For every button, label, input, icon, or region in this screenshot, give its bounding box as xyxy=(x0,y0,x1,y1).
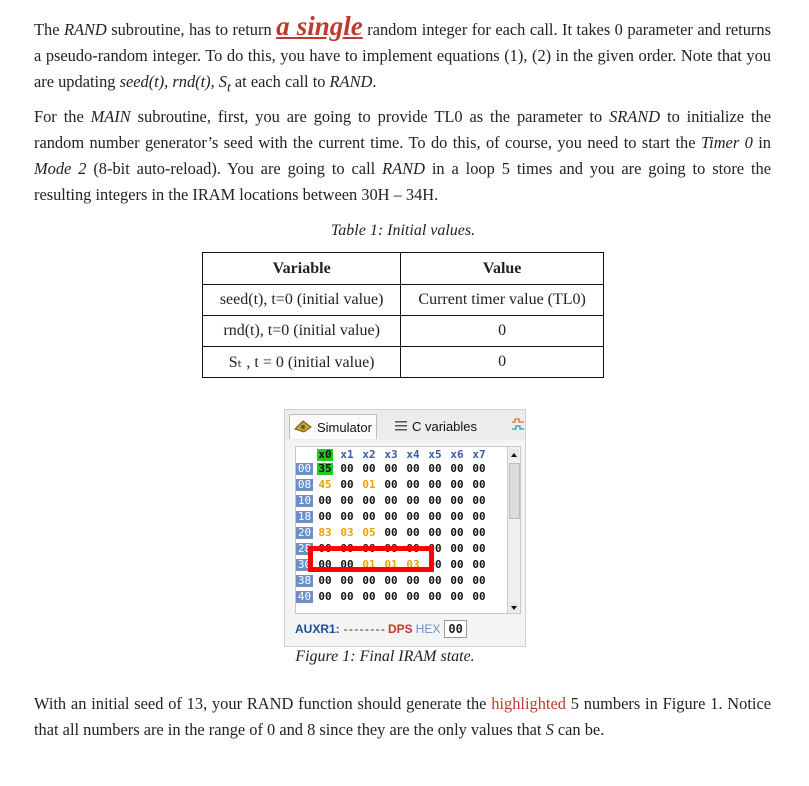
memory-cell[interactable]: 00 xyxy=(340,558,354,571)
header-variable: Variable xyxy=(203,253,401,285)
memory-cell[interactable]: 00 xyxy=(428,542,442,555)
text-run: . xyxy=(372,72,377,91)
memory-cell[interactable]: 00 xyxy=(406,590,420,603)
rand-name: RAND xyxy=(382,159,425,178)
memory-row xyxy=(296,479,506,491)
simulator-icon xyxy=(294,419,312,436)
memory-cell[interactable]: 05 xyxy=(362,526,376,539)
memory-cell[interactable]: 00 xyxy=(362,574,376,587)
table-row xyxy=(203,347,604,378)
highlighted-word: highlighted xyxy=(491,694,566,713)
memory-cell[interactable]: 00 xyxy=(318,494,332,507)
auxr1-label: AUXR1: xyxy=(295,622,340,636)
memory-row xyxy=(296,591,506,603)
memory-cell[interactable]: 00 xyxy=(318,590,332,603)
memory-cell[interactable]: 00 xyxy=(428,510,442,523)
closing-paragraph xyxy=(34,691,771,743)
column-header: x6 xyxy=(450,448,464,461)
main-subroutine-paragraph xyxy=(34,104,771,208)
memory-cell[interactable]: 00 xyxy=(384,462,398,475)
row-address: 28 xyxy=(297,542,312,555)
column-header-row xyxy=(296,449,506,461)
waveform-icon xyxy=(511,418,525,435)
memory-row xyxy=(296,575,506,587)
simulator-panel xyxy=(284,409,526,647)
memory-cell[interactable]: 00 xyxy=(428,574,442,587)
memory-cell[interactable]: 00 xyxy=(406,478,420,491)
memory-cell[interactable]: 00 xyxy=(384,526,398,539)
memory-cell[interactable]: 00 xyxy=(472,558,486,571)
memory-cell[interactable]: 03 xyxy=(340,526,354,539)
tab-bar xyxy=(285,410,525,440)
memory-cell[interactable]: 00 xyxy=(450,462,464,475)
row-address: 08 xyxy=(297,478,312,491)
memory-cell[interactable]: 00 xyxy=(340,462,354,475)
text-run: random integer for each call. It takes 0 parameter and returns a pseudo-random integer. To do this, you have to implement equations (1), (2) in the given order. Note that you are updating xyxy=(34,20,771,91)
list-icon xyxy=(395,419,407,434)
vertical-scrollbar[interactable] xyxy=(507,447,520,613)
table-cell: rnd(t), t=0 (initial value) xyxy=(203,316,401,347)
table-header-row xyxy=(203,253,604,285)
memory-cell[interactable]: 45 xyxy=(318,478,332,491)
memory-cell[interactable]: 00 xyxy=(428,526,442,539)
rand-name: RAND xyxy=(63,20,107,39)
scroll-down-button[interactable] xyxy=(509,602,519,611)
intro-paragraph-rand xyxy=(34,11,771,100)
memory-row xyxy=(296,527,506,539)
memory-cell[interactable]: 00 xyxy=(428,462,442,475)
memory-cell[interactable]: 00 xyxy=(450,494,464,507)
row-address: 00 xyxy=(297,462,312,475)
memory-cell[interactable]: 00 xyxy=(318,510,332,523)
memory-cell[interactable]: 00 xyxy=(318,542,332,555)
row-address: 10 xyxy=(297,494,312,507)
memory-cell[interactable]: 00 xyxy=(450,558,464,571)
text-run: For the xyxy=(34,107,91,126)
table-row xyxy=(203,285,604,316)
text-run: to initialize the random number generator’s seed with the current time. To do this, of course, you need to start the xyxy=(34,107,771,152)
srand-name: SRAND xyxy=(609,107,661,126)
memory-cell[interactable]: 00 xyxy=(450,510,464,523)
memory-cell[interactable]: 83 xyxy=(318,526,332,539)
auxr1-bits: - - - - - - - - xyxy=(343,622,384,636)
timer-name: Timer 0 xyxy=(700,133,753,152)
memory-cell[interactable]: 00 xyxy=(406,494,420,507)
header-value: Value xyxy=(401,253,604,285)
column-header: x5 xyxy=(428,448,442,461)
table-cell: 0 xyxy=(401,347,604,378)
memory-cell[interactable]: 00 xyxy=(384,574,398,587)
memory-row xyxy=(296,511,506,523)
memory-cell[interactable]: 00 xyxy=(384,590,398,603)
row-address: 30 xyxy=(297,558,312,571)
vars-subscript: t xyxy=(227,79,231,95)
status-bar xyxy=(285,614,525,644)
row-address: 18 xyxy=(297,510,312,523)
text-run: can be. xyxy=(553,720,605,739)
memory-cell[interactable]: 00 xyxy=(406,510,420,523)
table-cell: seed(t), t=0 (initial value) xyxy=(203,285,401,316)
row-address: 38 xyxy=(297,574,312,587)
memory-cell[interactable]: 00 xyxy=(450,526,464,539)
memory-cell[interactable]: 00 xyxy=(406,542,420,555)
memory-cell[interactable]: 01 xyxy=(362,558,376,571)
column-header: x1 xyxy=(340,448,354,461)
memory-cell[interactable]: 00 xyxy=(340,542,354,555)
column-header: x0 xyxy=(318,448,332,461)
memory-cell[interactable]: 00 xyxy=(472,494,486,507)
scroll-up-button[interactable] xyxy=(509,449,519,458)
tab-label: C variables xyxy=(412,418,478,434)
text-run: in xyxy=(752,133,771,152)
memory-cell[interactable]: 00 xyxy=(450,542,464,555)
initial-values-table xyxy=(202,252,604,378)
memory-cell[interactable]: 03 xyxy=(406,558,420,571)
table-cell: 0 xyxy=(401,316,604,347)
main-name: MAIN xyxy=(90,107,131,126)
tab-label: Simulator xyxy=(317,419,372,435)
highlight-box xyxy=(308,546,434,572)
memory-cell[interactable]: 00 xyxy=(450,590,464,603)
memory-cell[interactable]: 00 xyxy=(428,478,442,491)
memory-cell[interactable]: 00 xyxy=(428,558,442,571)
memory-cell[interactable]: 00 xyxy=(384,478,398,491)
memory-cell[interactable]: 00 xyxy=(340,494,354,507)
memory-cell[interactable]: 00 xyxy=(362,510,376,523)
memory-row xyxy=(296,495,506,507)
s-variable: S xyxy=(545,720,554,739)
memory-cell[interactable]: 00 xyxy=(384,542,398,555)
memory-cell[interactable]: 00 xyxy=(362,494,376,507)
memory-cell[interactable]: 00 xyxy=(428,590,442,603)
hex-value-field[interactable]: 00 xyxy=(444,620,466,638)
memory-cell[interactable]: 00 xyxy=(450,574,464,587)
rand-name: RAND xyxy=(329,72,373,91)
tab-c-variables[interactable] xyxy=(391,414,481,438)
memory-cell[interactable]: 00 xyxy=(384,494,398,507)
memory-cell[interactable]: 00 xyxy=(472,478,486,491)
memory-cell[interactable]: 00 xyxy=(318,574,332,587)
row-address: 20 xyxy=(297,526,312,539)
memory-cell[interactable]: 00 xyxy=(472,526,486,539)
updated-variables xyxy=(119,72,231,95)
memory-cell[interactable]: 00 xyxy=(472,462,486,475)
memory-cell[interactable]: 00 xyxy=(340,478,354,491)
text-run: at each call to xyxy=(230,72,330,91)
figure-caption: Figure 1: Final IRAM state. xyxy=(295,648,475,665)
memory-cell[interactable]: 00 xyxy=(472,510,486,523)
text-run: 5 numbers in Figure 1. Notice that all numbers are in the range of 0 and 8 since they are the only values that xyxy=(34,694,771,739)
memory-cell[interactable]: 01 xyxy=(384,558,398,571)
memory-cell[interactable]: 00 xyxy=(340,590,354,603)
mode-name: Mode 2 xyxy=(34,159,87,178)
text-run: subroutine, has to return xyxy=(106,20,277,39)
memory-cell[interactable]: 00 xyxy=(450,478,464,491)
text-run: subroutine, first, you are going to provide TL0 as the parameter to xyxy=(130,107,610,126)
text-run: (8-bit auto-reload). You are going to call xyxy=(86,159,383,178)
memory-row xyxy=(296,463,506,475)
row-address: 40 xyxy=(297,590,312,603)
memory-cell[interactable]: 00 xyxy=(406,526,420,539)
table-cell: Current timer value (TL0) xyxy=(401,285,604,316)
column-header: x2 xyxy=(362,448,376,461)
memory-cell[interactable]: 00 xyxy=(384,510,398,523)
memory-cell[interactable]: 00 xyxy=(362,542,376,555)
column-header: x3 xyxy=(384,448,398,461)
memory-cell[interactable]: 00 xyxy=(340,574,354,587)
text-run: The xyxy=(34,20,64,39)
memory-cell[interactable]: 35 xyxy=(318,462,332,475)
tab-overflow[interactable] xyxy=(507,414,529,438)
table-caption: Table 1: Initial values. xyxy=(330,222,476,239)
memory-cell[interactable]: 00 xyxy=(472,542,486,555)
memory-cell[interactable]: 00 xyxy=(472,590,486,603)
text-run: With an initial seed of 13, your RAND function should generate the xyxy=(34,694,492,713)
memory-cell[interactable]: 00 xyxy=(362,590,376,603)
column-header: x4 xyxy=(406,448,420,461)
iram-memory-grid[interactable] xyxy=(295,446,521,614)
memory-cell[interactable]: 00 xyxy=(406,462,420,475)
text-run: in a loop 5 times and you are going to store the resulting integers in the IRAM locations between 30H – 34H. xyxy=(34,159,771,204)
scroll-thumb[interactable] xyxy=(509,463,520,519)
column-header: x7 xyxy=(472,448,486,461)
table-row xyxy=(203,316,604,347)
vars-text: seed(t), rnd(t), S xyxy=(119,72,227,91)
table-cell: Sₜ , t = 0 (initial value) xyxy=(203,347,401,378)
memory-cell[interactable]: 00 xyxy=(406,574,420,587)
tab-simulator[interactable] xyxy=(289,414,377,439)
hex-label: HEX xyxy=(415,622,441,636)
memory-cell[interactable]: 00 xyxy=(318,558,332,571)
single-emphasis-link[interactable]: a single xyxy=(276,11,363,41)
memory-cell[interactable]: 00 xyxy=(472,574,486,587)
memory-cell[interactable]: 00 xyxy=(428,494,442,507)
memory-cell[interactable]: 01 xyxy=(362,478,376,491)
memory-cell[interactable]: 00 xyxy=(340,510,354,523)
memory-cell[interactable]: 00 xyxy=(362,462,376,475)
dps-label: DPS xyxy=(387,622,413,636)
